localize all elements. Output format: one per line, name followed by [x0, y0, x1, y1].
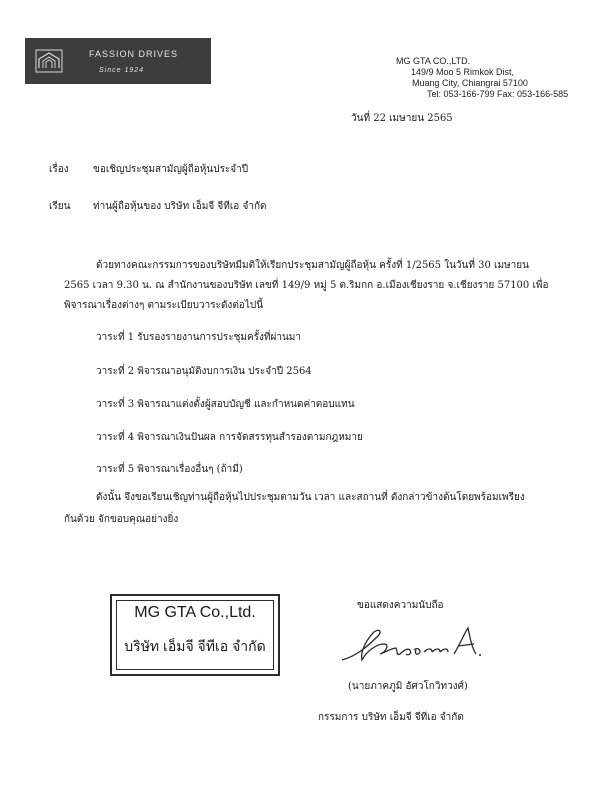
- company-stamp: [110, 594, 280, 676]
- subject-text: ขอเชิญประชุมสามัญผู้ถือหุ้นประจำปี: [93, 164, 249, 175]
- logo-since: Since 1924: [99, 66, 145, 74]
- address-line-2: Muang City, Chiangrai 57100: [412, 78, 528, 88]
- agenda-item-2: วาระที่ 2 พิจารณาอนุมัติงบการเงิน ประจำปี 2564: [96, 366, 312, 377]
- handwritten-signature: [336, 622, 486, 668]
- regards-text: ขอแสดงความนับถือ: [357, 600, 444, 611]
- closing-line-2: กันด้วย จักขอบคุณอย่างยิ่ง: [64, 514, 179, 525]
- agenda-item-1: วาระที่ 1 รับรองรายงานการประชุมครั้งที่ผ่านมา: [96, 332, 302, 343]
- subject-label: เรื่อง: [49, 164, 69, 175]
- recipient-label: เรียน: [49, 201, 71, 212]
- body-line-3: พิจารณาเรื่องต่างๆ ตามระเบียบวาระดังต่อไปนี้: [64, 300, 264, 311]
- contact-phone: Tel: 053-166-799 Fax: 053-166-585: [427, 89, 569, 99]
- closing-line-1: ดังนั้น จึงขอเรียนเชิญท่านผู้ถือหุ้นไปประชุมตามวัน เวลา และสถานที่ ดังกล่าวข้างต้นโดยพร้อมเพรียง: [96, 492, 525, 503]
- agenda-item-4: วาระที่ 4 พิจารณาเงินปันผล การจัดสรรทุนสำรองตามกฎหมาย: [96, 432, 363, 443]
- company-logo: [25, 38, 211, 84]
- logo-text: [89, 49, 178, 74]
- address-line-1: 149/9 Moo 5 Rimkok Dist,: [411, 67, 515, 77]
- house-logo-icon: [29, 42, 69, 80]
- company-name: MG GTA CO.,LTD.: [396, 56, 471, 66]
- signatory-title: กรรมการ บริษัท เอ็มจี จีทีเอ จำกัด: [318, 712, 464, 723]
- stamp-thai-name: บริษัท เอ็มจี จีทีเอ จำกัด: [124, 638, 266, 654]
- logo-tagline: FASSION DRIVES: [89, 48, 179, 59]
- letter-date: วันที่ 22 เมษายน 2565: [351, 113, 453, 124]
- agenda-item-5: วาระที่ 5 พิจารณาเรื่องอื่นๆ (ถ้ามี): [96, 464, 243, 475]
- body-line-1: ด้วยทางคณะกรรมการของบริษัทมีมติให้เรียกประชุมสามัญผู้ถือหุ้น ครั้งที่ 1/2565 ในวันที่ 30 เมษายน: [96, 260, 529, 271]
- body-line-2: 2565 เวลา 9.30 น. ณ สำนักงานของบริษัท เลขที่ 149/9 หมู่ 5 ต.ริมกก อ.เมืองเชียงราย จ.เชียงราย 57100 เพื่อ: [64, 280, 549, 291]
- signatory-name: (นายภาคภูมิ อัศวโกวิทวงศ์): [348, 681, 468, 692]
- stamp-english-name: MG GTA Co.,Ltd.: [134, 604, 256, 621]
- agenda-item-3: วาระที่ 3 พิจารณาแต่งตั้งผู้สอบบัญชี และกำหนดค่าตอบแทน: [96, 399, 355, 410]
- company-address-block: [395, 56, 568, 100]
- recipient-text: ท่านผู้ถือหุ้นของ บริษัท เอ็มจี จีทีเอ จำกัด: [93, 201, 267, 212]
